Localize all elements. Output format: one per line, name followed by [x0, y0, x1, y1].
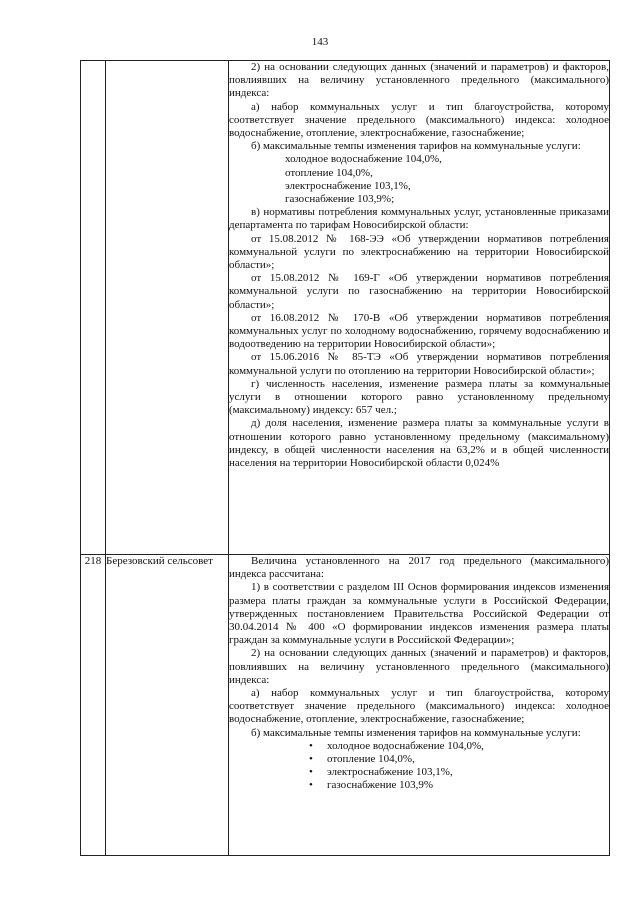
paragraph: а) набор коммунальных услуг и тип благоустройства, которому соответствует значение предельного (максимального) индекса: холодное водоснабжение, отопление, электроснабжение, газоснабжение;	[229, 100, 609, 140]
tariff-bullet-list	[229, 740, 609, 793]
tariff-item: газоснабжение 103,9%	[327, 779, 434, 792]
tariff-item: электроснабжение 103,1%,	[285, 179, 411, 192]
table-row	[81, 61, 610, 555]
tariff-item: газоснабжение 103,9%;	[285, 193, 395, 206]
table-row	[81, 555, 610, 856]
row-number-cell	[81, 61, 106, 555]
paragraph: от 16.08.2012 № 170-В «Об утверждении нормативов потребления коммунальных услуг по холодному водоснабжению, горячему водоснабжению и водоотведению на территории Новосибирской области»;	[229, 311, 609, 351]
list-item	[229, 779, 609, 792]
paragraph: в) нормативы потребления коммунальных услуг, установленные приказами департамента по тарифам Новосибирской области:	[229, 206, 609, 232]
row-number-cell: 218	[81, 555, 106, 856]
municipality-name-cell	[106, 61, 229, 555]
paragraph: 1) в соответствии с разделом III Основ формирования индексов изменения размера платы граждан за коммунальные услуги в Российской Федерации, утвержденных постановлением Правительства Российской Федерации от 30.04.2014 № 400 «О формировании индексов изменения размера платы граждан за коммунальные услуги в Российской Федерации»;	[229, 581, 609, 647]
list-item	[229, 766, 609, 779]
paragraph: г) численность населения, изменение размера платы за коммунальные услуги в отношении которого равно установленному предельному (максимальному) индексу: 657 чел.;	[229, 377, 609, 417]
tariff-item: отопление 104,0%,	[285, 166, 373, 179]
paragraph: 2) на основании следующих данных (значений и параметров) и факторов, повлиявших на величину установленного предельного (максимального) индекса:	[229, 647, 609, 686]
list-item	[229, 740, 609, 753]
bullet-icon: •	[309, 753, 313, 766]
tariff-item: холодное водоснабжение 104,0%,	[285, 153, 442, 166]
paragraph: Величина установленного на 2017 год предельного (максимального) индекса рассчитана:	[229, 555, 609, 581]
paragraph: б) максимальные темпы изменения тарифов на коммунальные услуги:	[251, 140, 581, 153]
paragraph: от 15.08.2012 № 169-Г «Об утверждении нормативов потребления коммунальной услуги по газоснабжению на территории Новосибирской области»;	[229, 272, 609, 311]
page-number: 143	[311, 36, 329, 48]
description-cell	[229, 555, 610, 856]
bullet-icon: •	[309, 739, 313, 752]
description-cell	[229, 61, 610, 555]
paragraph: а) набор коммунальных услуг и тип благоустройства, которому соответствует значение предельного (максимального) индекса: холодное водоснабжение, отопление, электроснабжение, газоснабжение;	[229, 687, 609, 726]
paragraph: от 15.08.2012 № 168-ЭЭ «Об утверждении нормативов потребления коммунальной услуги по электроснабжению на территории Новосибирской области»;	[229, 232, 609, 272]
list-item	[229, 753, 609, 766]
municipality-name-cell: Березовский сельсовет	[106, 555, 229, 856]
bullet-icon: •	[309, 766, 313, 779]
document-table	[80, 60, 610, 856]
bullet-icon: •	[309, 779, 313, 792]
paragraph: от 15.06.2016 № 85-ТЭ «Об утверждении нормативов потребления коммунальной услуги по отоплению на территории Новосибирской области»;	[229, 351, 609, 377]
tariff-item: холодное водоснабжение 104,0%,	[327, 739, 484, 752]
tariff-item: отопление 104,0%,	[327, 753, 415, 766]
tariff-item: электроснабжение 103,1%,	[327, 766, 453, 779]
paragraph: 2) на основании следующих данных (значений и параметров) и факторов, повлиявших на величину установленного предельного (максимального) индекса:	[229, 61, 609, 100]
paragraph: д) доля населения, изменение размера платы за коммунальные услуги в отношении которого равно установленному предельному (максимальному) индексу, в общей численности населения на 63,2% и в общей численности населения на территории Новосибирской области 0,024%	[229, 417, 609, 470]
paragraph: б) максимальные темпы изменения тарифов на коммунальные услуги:	[251, 726, 581, 739]
